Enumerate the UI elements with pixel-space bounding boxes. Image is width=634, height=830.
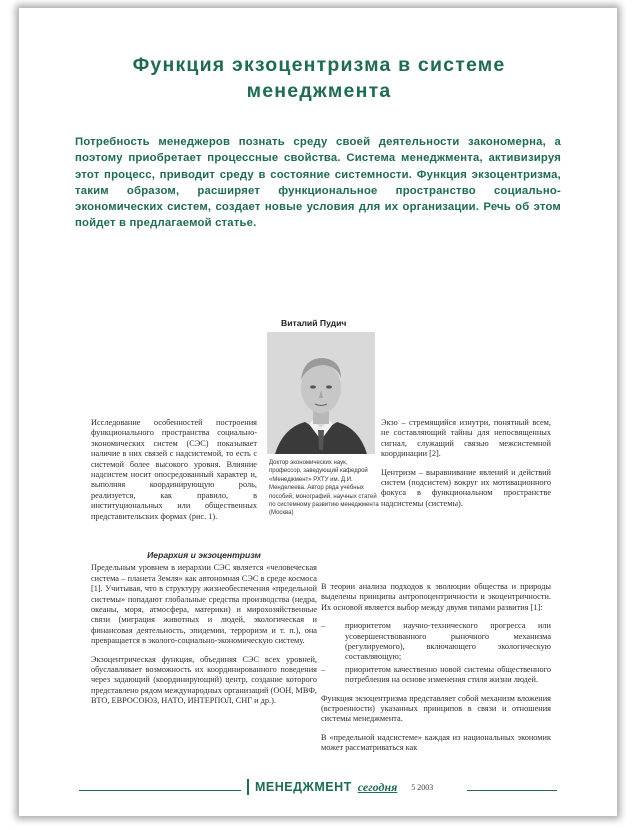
list-item: – приоритетом качественно новой системы общественного потребления на основе изменения стиля жизни людей.: [321, 665, 551, 686]
article-title: Функция экзоцентризма в системе менеджмента: [132, 54, 506, 102]
paragraph: Экзо – стремящийся изнутри, понятный всем, не составляющий тайны для непосвященных сигнал, служащий связью межсистемной координации [2].: [381, 418, 551, 459]
paragraph: Экзоцентрическая функция, объединяя СЭС всех уровней, обуславливает возможность их координированного поведения через задающий (координирующий) центр, создание которого представлено рядом международных организаций (ООН, МВФ, ВТО, ЕВРОСОЮЗ, НАТО, ИНТЕРПОЛ, СНГ и др.).: [91, 654, 317, 706]
paragraph: В «предельной надсистеме» каждая из национальных экономик может рассматриваться как: [321, 732, 551, 753]
list-item: – приоритетом научно-технического прогресса или усовершенствованного рыночного механизма (регулируемого), включающего экологическую составляющую;: [321, 621, 551, 663]
footer: [241, 776, 467, 798]
paragraph: Центризм – выравнивание явлений и действий систем (подсистем) вокруг их мотивационного фокуса в функциональном пространстве надсистемы (системы).: [381, 467, 551, 508]
paragraph: Функция экзоцентризма представляет собой механизм вложения (встроенности) указанных принципов в связи и отношения системы менеджмента.: [321, 693, 551, 724]
bullet-list: [321, 621, 551, 685]
footer-bar: [247, 779, 249, 795]
author-bio: Доктор экономических наук, профессор, заведующий кафедрой «Менеджмент» РХТУ им. Д.И. Менделеева. Автор ряда учебных пособий, монографий, научных статей по системному развитию менеджмента (Москва): [269, 460, 379, 517]
paragraph: Исследование особенностей построения функционального пространства социально-экономических систем (СЭС) показывает наличие в них связей с надсистемой, то есть с системой более высокого уровня. Влияние надсистем носит опосредованный характер и, выполняя координирующую роль, реализуется, как правило, в институциональных или общественных представительских формах (рис. 1).: [91, 418, 257, 521]
author-photo: [267, 332, 375, 454]
magazine-name-suffix: сегодня: [357, 779, 398, 794]
author-name: Виталий Пудич: [281, 318, 347, 328]
paragraph: В теории анализа подходов к эволюции общества и природы выделены принципы антропоцентричности и экоцентричности. Их основой является выбор между двумя типами развития [1]:: [321, 582, 551, 612]
magazine-page: [19, 8, 617, 816]
issue-number: 5 2003: [411, 782, 434, 792]
paragraph: Предельным уровнем в иерархии СЭС является «человеческая система – планета Земля» как автономная СЭС в среде космоса [1]. Учитывая, что в структуру жизнеобеспечения «предельной системы» попадают глобальные средства производства (недра, океаны, моря, атмосфера, материки) и мирохозяйственные связи (миграция животных и людей, экологическая и финансовая деятельность, эпидемии, терроризм и т. п.), она превращается в эколого-социально-экономическую систему.: [91, 563, 317, 646]
magazine-name: МЕНЕДЖМЕНТ: [255, 780, 352, 794]
section-heading: Иерархия и экзоцентризм: [147, 550, 261, 560]
article-lead: Потребность менеджеров познать среду своей деятельности закономерна, а поэтому приобретает процессные свойства. Система менеджмента, активизируя этот процесс, приводит среду в состояние системности. Функция экзоцентризма, таким образом, расширяет функциональное пространство социально-экономических систем, создает новые условия для их организации. Речь об этом пойдет в предлагаемой статье.: [75, 136, 561, 230]
left-column: [91, 418, 317, 706]
